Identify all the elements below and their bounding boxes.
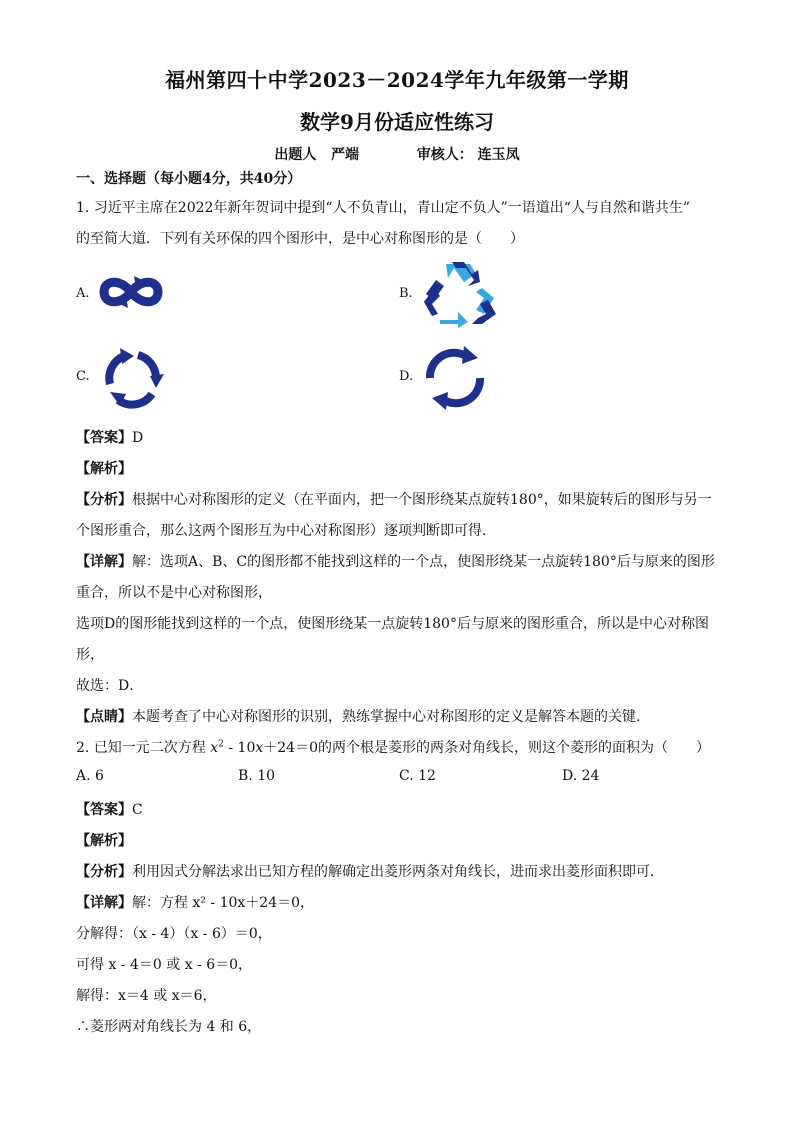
two-arrows-circle-icon — [420, 344, 490, 412]
exam-subtitle: 数学9月份适应性练习 — [300, 110, 494, 134]
q1-option-c-label: C. — [76, 369, 90, 384]
q2-detail-step3: 可得 x - 4＝0 或 x - 6＝0， — [76, 957, 253, 973]
q1-dianjing: 【点睛】本题考查了中心对称图形的识别，熟练掌握中心对称图形的定义是解答本题的关键． — [76, 709, 650, 725]
q1-stem-line1: 1. 习近平主席在2022年新年贺词中提到“人不负青山，青山定不负人”一语道出“人与自然和谐共生” — [76, 200, 691, 216]
q2-stem: 2. 已知一元二次方程 $x^2 - 10x+24=0$的两个根是菱形的两条对角线长，则这个菱形的面积为（ ） — [76, 739, 710, 756]
answer-value: D — [132, 430, 144, 446]
q2-option-d: D. 24 — [562, 768, 600, 784]
q1-detail-line2: 重合，所以不是中心对称图形， — [76, 585, 272, 601]
q2-detail-step2: 分解得：（x - 4）（x - 6）＝0， — [76, 926, 272, 942]
q2-detail-step4: 解得：x＝4 或 x＝6， — [76, 988, 217, 1004]
section-heading: 一、选择题（每小题4分，共40分） — [76, 171, 302, 187]
q1-option-b-label: B. — [399, 286, 413, 301]
author-label: 出题人 — [274, 147, 317, 163]
q1-detail-line4: 形， — [76, 647, 104, 663]
q1-analysis-tag: 【解析】 — [76, 461, 132, 477]
three-arrows-circle-icon — [96, 344, 168, 412]
author-name: 严端 — [331, 147, 359, 163]
q2-analysis-tag: 【解析】 — [76, 833, 132, 849]
answer-tag: 【答案】 — [76, 430, 132, 446]
q2-option-c: C. 12 — [399, 768, 436, 784]
exam-title: 福州第四十中学2023－2024学年九年级第一学期 — [165, 68, 629, 92]
author-line — [0, 144, 794, 164]
q2-fenxi: 【分析】利用因式分解法求出已知方程的解确定出菱形两条对角线长，进而求出菱形面积即可． — [76, 864, 664, 880]
q1-option-a-label: A. — [76, 286, 90, 301]
q1-detail-line1: 【详解】解：选项A、B、C的图形都不能找到这样的一个点，使图形绕某一点旋转180°后与原来的图形 — [76, 554, 715, 570]
q1-option-d-label: D. — [399, 369, 414, 384]
q1-fenxi-line2: 个图形重合，那么这两个图形互为中心对称图形）逐项判断即可得． — [76, 523, 496, 539]
q2-option-b: B. 10 — [238, 768, 276, 784]
q1-fenxi-line1: 【分析】根据中心对称图形的定义（在平面内，把一个图形绕某点旋转180°，如果旋转后的图形与另一 — [76, 492, 712, 508]
reviewer-label: 审核人： — [416, 147, 473, 163]
q1-detail-line3: 选项D的图形能找到这样的一个点，使图形绕某一点旋转180°后与原来的图形重合，所以是中心对称图 — [76, 616, 709, 632]
recycle-triangle-icon — [418, 258, 500, 328]
infinity-loop-arrows-icon — [96, 272, 166, 312]
q2-answer: 【答案】C — [76, 802, 143, 818]
q1-answer — [76, 427, 143, 447]
q2-detail-step5: ∴菱形两对角线长为 4 和 6， — [76, 1019, 262, 1035]
q2-option-a: A. 6 — [76, 768, 104, 784]
q2-detail-step1: 【详解】解：方程 x² - 10x＋24＝0， — [76, 895, 315, 911]
q1-stem-line2: 的至简大道．下列有关环保的四个图形中，是中心对称图形的是（ ） — [76, 231, 524, 247]
reviewer-name: 连玉凤 — [477, 147, 520, 163]
q1-detail-line5: 故选：D． — [76, 678, 144, 694]
